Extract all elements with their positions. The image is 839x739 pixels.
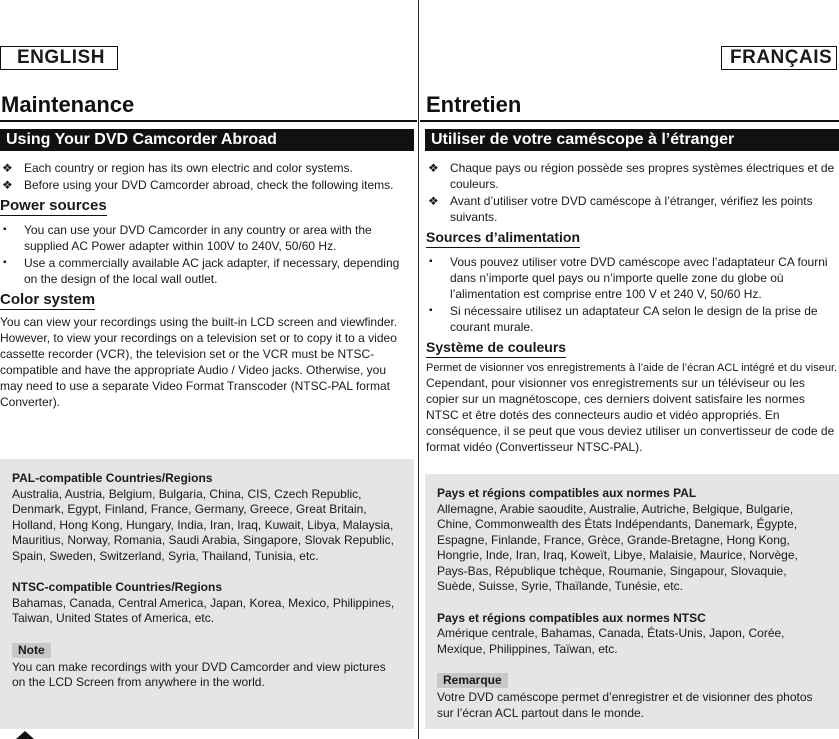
french-column: [426, 160, 838, 455]
list-item: ❖ Chaque pays ou région possède ses propres systèmes électriques et de couleurs.: [428, 161, 835, 191]
section-bar-english: Using Your DVD Camcorder Abroad: [0, 129, 414, 151]
diamond-bullet-icon: ❖: [428, 161, 439, 175]
color-system-heading: Système de couleurs: [426, 339, 566, 358]
page-up-arrow-icon: [16, 731, 34, 739]
english-column: [0, 160, 412, 410]
intro-list: [426, 160, 838, 225]
color-paragraph-2: However, to view your recordings on a television set or to copy it to a video cassette recorder (VCR), the television set or the VCR must be NTSC-compatible and have the appropriate Audio / Video jacks. Otherwise, you may need to use a separate Video Format Transcoder (NTSC-PAL format Converter).: [0, 331, 397, 409]
square-bullet-icon: ▪: [429, 256, 433, 267]
power-sources-heading: Power sources: [0, 197, 107, 214]
color-paragraph-1: You can view your recordings using the built-in LCD screen and viewfinder.: [0, 315, 398, 329]
list-item: ▪ Si nécessaire utilisez un adaptateur CA selon le design de la prise de courant murale.: [429, 304, 818, 334]
power-list: [0, 222, 412, 287]
note-text: Votre DVD caméscope permet d’enregistrer et de visionner des photos sur l’écran ACL partout dans le monde.: [437, 690, 813, 720]
square-bullet-icon: ▪: [3, 257, 7, 268]
power-list: [426, 254, 838, 335]
square-bullet-icon: ▪: [429, 305, 433, 316]
list-item: ▪ You can use your DVD Camcorder in any country or area with the supplied AC Power adapter within 100V to 240V, 50/60 Hz.: [3, 223, 372, 253]
list-item: ❖ Before using your DVD Camcorder abroad, check the following items.: [2, 178, 394, 192]
note-label: Remarque: [437, 673, 508, 688]
note-text: You can make recordings with your DVD Camcorder and view pictures on the LCD Screen from anywhere in the world.: [12, 659, 386, 689]
color-system-heading: Color system: [0, 291, 96, 308]
list-item: ▪ Vous pouvez utiliser votre DVD caméscope avec l’adaptateur CA fourni dans n’importe quel pays ou n’importe quelle zone du globe où l’alimentation est comprise entre 100 V et 240 V, 50/60 Hz.: [429, 255, 828, 301]
lang-tab-english: ENGLISH: [0, 46, 118, 70]
color-paragraph-2: Cependant, pour visionner vos enregistrements sur un téléviseur ou les copier sur un magnétoscope, ces derniers doivent satisfaire les normes NTSC et être dotés des connecteurs audio et vidéo appropriés. En conséquence, il se peut que vous deviez utiliser un convertisseur de code de format vidéo (Convertisseur NTSC-PAL).: [426, 376, 835, 454]
list-item: ❖ Each country or region has its own electric and color systems.: [2, 161, 353, 175]
page-title-french: Entretien: [426, 92, 522, 117]
list-item: ❖ Avant d’utiliser votre DVD caméscope à l’étranger, vérifiez les points suivants.: [428, 194, 813, 224]
ntsc-list: Bahamas, Canada, Central America, Japan, Korea, Mexico, Philippines, Taiwan, United States of America, etc.: [12, 595, 395, 625]
diamond-bullet-icon: ❖: [2, 161, 13, 175]
lang-tab-french: FRANÇAIS: [721, 46, 837, 70]
compat-box-english: [0, 459, 414, 729]
ntsc-list: Amérique centrale, Bahamas, Canada, États-Unis, Japon, Corée, Mexique, Philippines, Taïwan, etc.: [437, 626, 785, 656]
pal-list: Allemagne, Arabie saoudite, Australie, Autriche, Belgique, Bulgarie, Chine, Commonwealth des États Indépendants, Danemark, Égypte, Espagne, Finlande, France, Grèce, Grande-Bretagne, Hong Kong, Hongrie, Inde, Iran, Iraq, Koweït, Libye, Malaisie, Maurice, Norvège, Pays-Bas, République tchèque, Roumanie, Singapour, Slovaquie, Suède, Suisse, Syrie, Thaïlande, Tunésie, etc.: [437, 501, 798, 593]
ntsc-title: Pays et régions compatibles aux normes NTSC: [437, 610, 706, 625]
page-divider: [418, 0, 419, 739]
pal-list: Australia, Austria, Belgium, Bulgaria, China, CIS, Czech Republic, Denmark, Egypt, Finland, France, Germany, Greece, Great Britain, Holland, Hong Kong, Hungary, India, Iran, Iraq, Kuwait, Libya, Malaysia, Mauritius, Norway, Romania, Saudi Arabia, Singapore, Slovak Republic, Spain, Sweden, Switzerland, Syria, Thailand, Tunisia, etc.: [12, 486, 394, 563]
title-rule-left: [0, 120, 417, 122]
pal-title: PAL-compatible Countries/Regions: [12, 471, 213, 485]
compat-box-french: [425, 474, 839, 729]
color-paragraph-1: Permet de visionner vos enregistrements à l’aide de l’écran ACL intégré et du viseur.: [426, 362, 838, 374]
note-label: Note: [12, 643, 51, 658]
section-bar-french: Utiliser de votre caméscope à l’étranger: [425, 129, 839, 151]
title-rule-right: [420, 120, 839, 122]
intro-list: [0, 160, 412, 193]
pal-title: Pays et régions compatibles aux normes PAL: [437, 486, 697, 500]
page-title-english: Maintenance: [1, 92, 135, 117]
power-sources-heading: Sources d’alimentation: [426, 229, 580, 248]
square-bullet-icon: ▪: [3, 224, 7, 235]
ntsc-title: NTSC-compatible Countries/Regions: [12, 580, 223, 594]
diamond-bullet-icon: ❖: [428, 194, 439, 208]
list-item: ▪ Use a commercially available AC jack adapter, if necessary, depending on the design of the local wall outlet.: [3, 256, 400, 286]
diamond-bullet-icon: ❖: [2, 178, 13, 192]
